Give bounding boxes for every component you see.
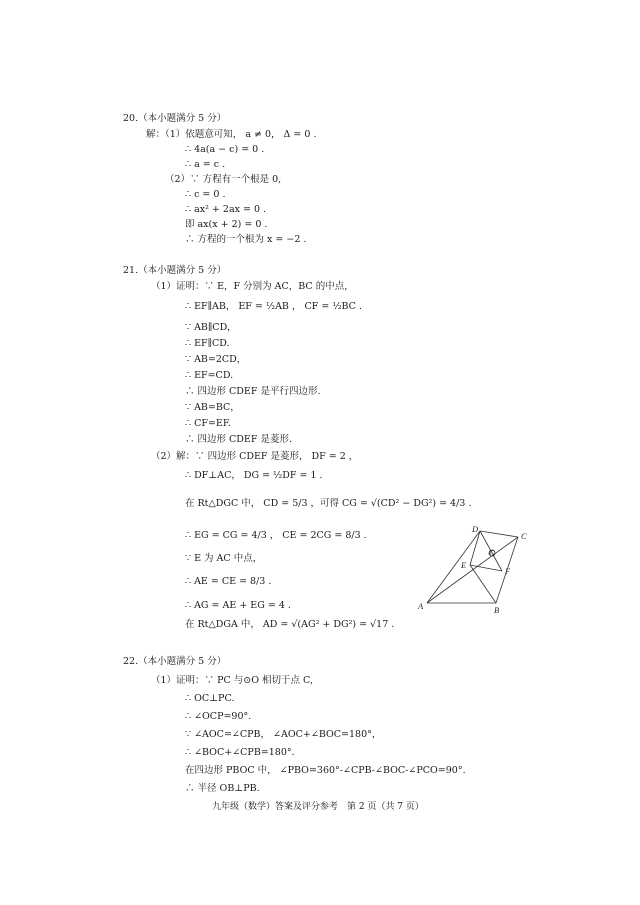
label-d: D bbox=[472, 525, 479, 534]
geometry-diagram bbox=[410, 525, 535, 615]
q20-line-1: 解：（1）依题意可知， a ≠ 0， Δ = 0 . bbox=[146, 129, 317, 140]
q20-line-3: ∴ a = c . bbox=[185, 159, 226, 170]
q21-line-14: ∴ EG = CG = 4/3 ， CE = 2CG = 8/3 . bbox=[185, 530, 367, 541]
segment-dc bbox=[480, 531, 518, 537]
q21-line-13: 在 Rt△DGC 中， CD = 5/3 ，可得 CG = √(CD² − DG²) = 4/3 . bbox=[185, 498, 472, 509]
q22-line-7: ∴ 半径 OB⊥PB. bbox=[185, 783, 260, 794]
q21-line-18: 在 Rt△DGA 中， AD = √(AG² + DG²) = √17 . bbox=[185, 619, 395, 630]
segment-ad bbox=[427, 531, 480, 603]
q21-line-15: ∵ E 为 AC 中点， bbox=[185, 553, 263, 564]
q21-line-8: ∵ AB=BC， bbox=[185, 402, 240, 413]
q20-line-2: ∴ 4a(a − c) = 0 . bbox=[185, 144, 265, 155]
q20-line-5: ∴ c = 0 . bbox=[185, 189, 226, 200]
label-a: A bbox=[418, 601, 424, 611]
q21-line-9: ∴ CF=EF. bbox=[185, 418, 231, 429]
q21-line-4: ∴ EF∥CD. bbox=[185, 338, 230, 349]
q22-heading: 22.（本小题满分 5 分） bbox=[123, 656, 227, 667]
q22-line-4: ∵ ∠AOC=∠CPB， ∠AOC+∠BOC=180°， bbox=[185, 729, 382, 740]
q21-heading: 21.（本小题满分 5 分） bbox=[123, 265, 227, 276]
label-e: E bbox=[461, 560, 467, 570]
q21-line-5: ∵ AB=2CD， bbox=[185, 354, 247, 365]
q21-line-3: ∵ AB∥CD， bbox=[185, 322, 237, 333]
label-f: F bbox=[505, 566, 511, 576]
segment-de bbox=[470, 531, 480, 565]
q22-line-5: ∴ ∠BOC+∠CPB=180°. bbox=[185, 747, 295, 758]
q20-line-4: （2）∵ 方程有一个根是 0, bbox=[165, 174, 282, 185]
q21-line-6: ∴ EF=CD. bbox=[185, 370, 234, 381]
q21-line-10: ∴ 四边形 CDEF 是菱形. bbox=[185, 434, 292, 445]
q21-line-11: （2）解：∵ 四边形 CDEF 是菱形， DF = 2 ， bbox=[151, 451, 359, 462]
q21-line-7: ∴ 四边形 CDEF 是平行四边形. bbox=[185, 386, 321, 397]
q20-line-8: ∴ 方程的一个根为 x = −2 . bbox=[185, 234, 307, 245]
page-footer: 九年级（数学）答案及评分参考 第 2 页（共 7 页） bbox=[212, 802, 424, 812]
q22-line-6: 在四边形 PBOC 中， ∠PBO=360°-∠CPB-∠BOC-∠PCO=90°. bbox=[185, 765, 466, 776]
q20-line-6: ∴ ax² + 2ax = 0 . bbox=[185, 204, 267, 215]
q21-line-1: （1）证明：∵ E，F 分别为 AC，BC 的中点， bbox=[151, 281, 354, 292]
q21-line-16: ∴ AE = CE = 8/3 . bbox=[185, 576, 272, 587]
q22-line-1: （1）证明：∵ PC 与⊙O 相切于点 C, bbox=[151, 675, 313, 686]
label-b: B bbox=[494, 605, 500, 615]
q20-line-7: 即 ax(x + 2) = 0 . bbox=[185, 219, 268, 230]
segment-ae bbox=[470, 565, 496, 603]
label-g: G bbox=[489, 548, 496, 558]
q21-line-17: ∴ AG = AE + EG = 4 . bbox=[185, 600, 291, 611]
label-c: C bbox=[521, 531, 527, 541]
q22-line-3: ∴ ∠OCP=90°. bbox=[185, 711, 252, 722]
q20-heading: 20.（本小题满分 5 分） bbox=[123, 113, 227, 124]
q21-line-2: ∴ EF∥AB， EF = ½AB ， CF = ½BC . bbox=[185, 301, 362, 312]
q21-line-12: ∴ DF⊥AC， DG = ½DF = 1 . bbox=[185, 470, 323, 481]
q22-line-2: ∴ OC⊥PC. bbox=[185, 693, 235, 704]
